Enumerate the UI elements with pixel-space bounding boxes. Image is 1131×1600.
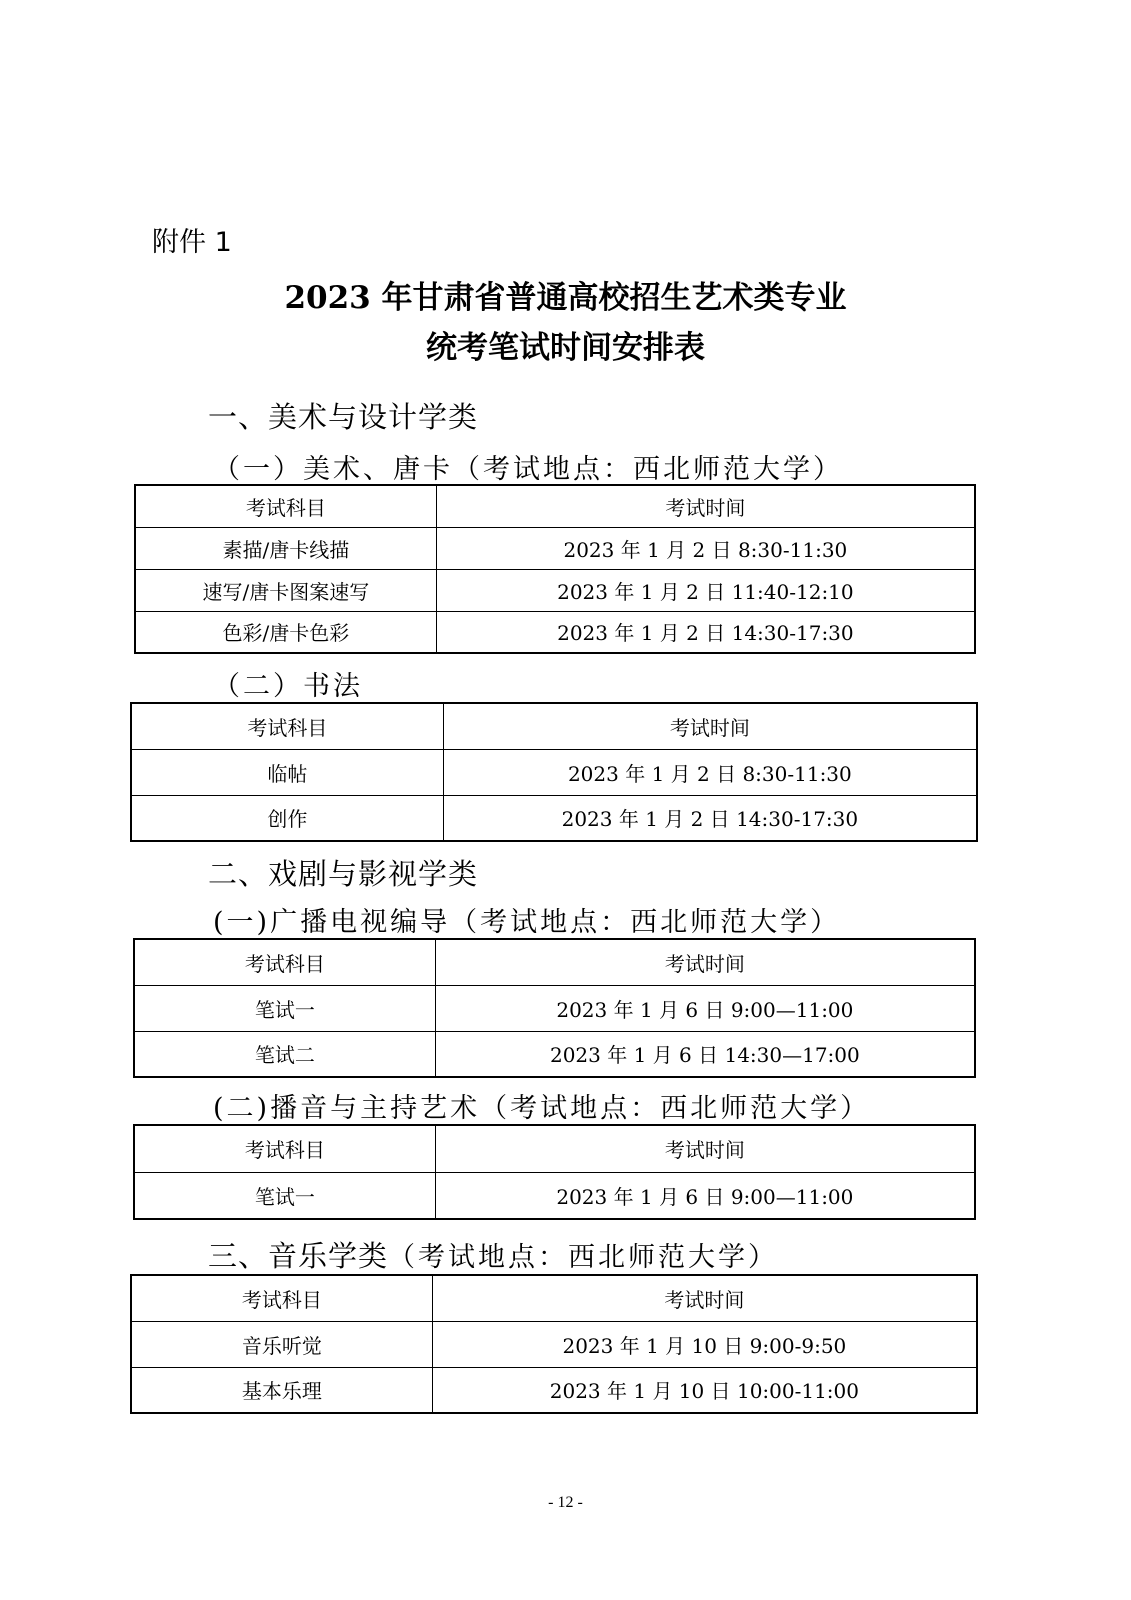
table-row: [135, 569, 975, 611]
cell-time: 2023 年 1 月 6 日 9:00—11:00: [435, 1172, 975, 1219]
exam-table-calligraphy: [130, 702, 978, 842]
cell-time: 2023 年 1 月 2 日 8:30-11:30: [443, 749, 977, 795]
subsection-heading-fine-arts: （一）美术、唐卡（考试地点：西北师范大学）: [213, 454, 843, 485]
table-row: [131, 1367, 977, 1413]
table-header-row: [131, 1275, 977, 1321]
header-subject: 考试科目: [131, 703, 443, 749]
header-subject: 考试科目: [135, 485, 436, 527]
cell-subject: 基本乐理: [131, 1367, 432, 1413]
table-header-row: [135, 485, 975, 527]
cell-subject: 笔试二: [134, 1031, 435, 1077]
attachment-label: 附件 1: [152, 227, 232, 258]
exam-table-broadcasting-hosting: [133, 1124, 976, 1220]
exam-table-fine-arts: [134, 484, 976, 654]
cell-subject: 创作: [131, 795, 443, 841]
cell-time: 2023 年 1 月 2 日 14:30-17:30: [443, 795, 977, 841]
subsection-heading-broadcast-directing: (一)广播电视编导（考试地点：西北师范大学）: [213, 907, 841, 938]
cell-time: 2023 年 1 月 10 日 9:00-9:50: [432, 1321, 977, 1367]
cell-subject: 色彩/唐卡色彩: [135, 611, 436, 653]
section-heading-drama-film: 二、戏剧与影视学类: [208, 857, 479, 891]
exam-table-broadcast-directing: [133, 938, 976, 1078]
cell-time: 2023 年 1 月 2 日 14:30-17:30: [436, 611, 975, 653]
header-subject: 考试科目: [131, 1275, 432, 1321]
cell-subject: 素描/唐卡线描: [135, 527, 436, 569]
cell-time: 2023 年 1 月 2 日 11:40-12:10: [436, 569, 975, 611]
cell-subject: 笔试一: [134, 985, 435, 1031]
header-time: 考试时间: [443, 703, 977, 749]
table-row: [131, 1321, 977, 1367]
section-heading-music-title: 三、音乐学类: [208, 1239, 389, 1273]
section-heading-music: [208, 1234, 778, 1275]
table-row: [134, 1031, 975, 1077]
subsection-heading-broadcasting-hosting: (二)播音与主持艺术（考试地点：西北师范大学）: [213, 1093, 871, 1124]
cell-subject: 临帖: [131, 749, 443, 795]
page-number: - 12 -: [548, 1494, 583, 1511]
table-header-row: [131, 703, 977, 749]
table-row: [131, 795, 977, 841]
header-time: 考试时间: [436, 485, 975, 527]
cell-subject: 速写/唐卡图案速写: [135, 569, 436, 611]
table-row: [131, 749, 977, 795]
cell-time: 2023 年 1 月 6 日 9:00—11:00: [435, 985, 975, 1031]
cell-subject: 音乐听觉: [131, 1321, 432, 1367]
cell-time: 2023 年 1 月 6 日 14:30—17:00: [435, 1031, 975, 1077]
table-row: [134, 985, 975, 1031]
table-header-row: [134, 939, 975, 985]
header-time: 考试时间: [432, 1275, 977, 1321]
table-header-row: [134, 1125, 975, 1172]
cell-subject: 笔试一: [134, 1172, 435, 1219]
header-subject: 考试科目: [134, 1125, 435, 1172]
table-row: [135, 527, 975, 569]
cell-time: 2023 年 1 月 10 日 10:00-11:00: [432, 1367, 977, 1413]
table-row: [135, 611, 975, 653]
document-subtitle: 统考笔试时间安排表: [426, 330, 705, 366]
section-heading-art-design: 一、美术与设计学类: [208, 400, 479, 434]
header-subject: 考试科目: [134, 939, 435, 985]
table-row: [134, 1172, 975, 1219]
document-title: 2023 年甘肃省普通高校招生艺术类专业: [284, 280, 847, 316]
section-heading-music-location: （考试地点：西北师范大学）: [388, 1242, 779, 1273]
exam-table-music: [130, 1274, 978, 1414]
header-time: 考试时间: [435, 1125, 975, 1172]
cell-time: 2023 年 1 月 2 日 8:30-11:30: [436, 527, 975, 569]
subsection-heading-calligraphy: （二）书法: [213, 671, 363, 702]
header-time: 考试时间: [435, 939, 975, 985]
